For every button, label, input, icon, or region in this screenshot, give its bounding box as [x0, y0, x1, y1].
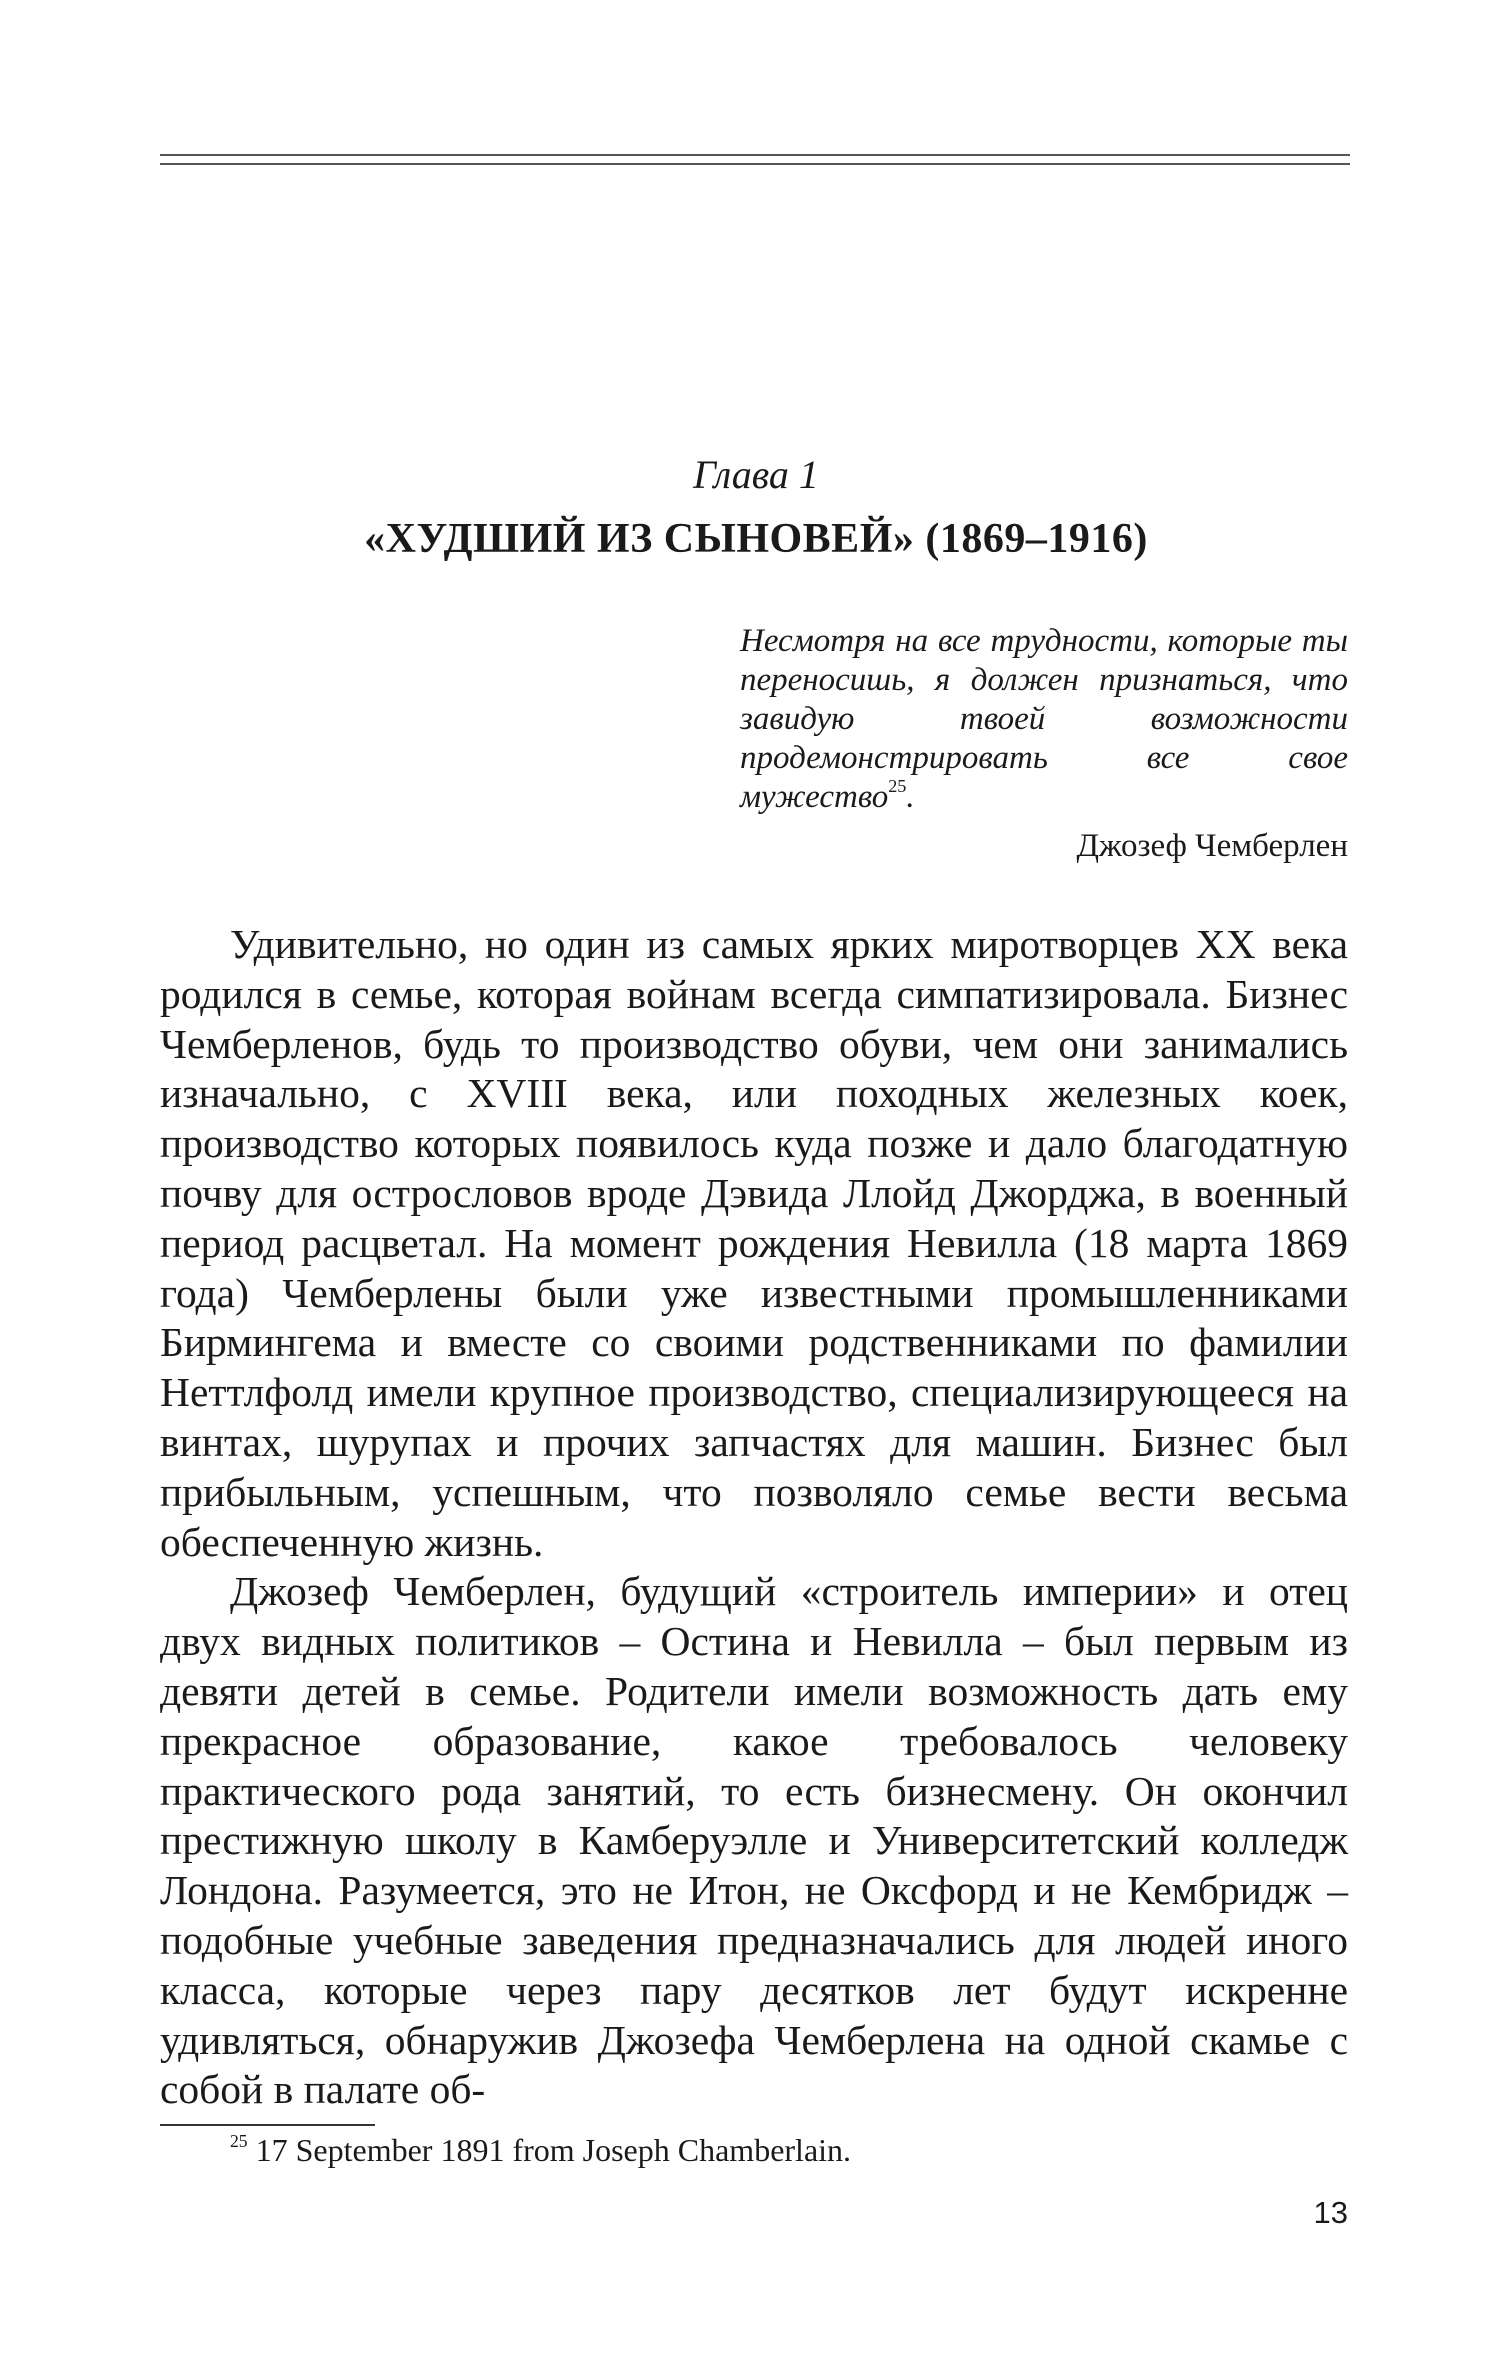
body-text	[160, 920, 1348, 2115]
epigraph	[740, 622, 1348, 866]
epigraph-quote	[740, 622, 1348, 817]
footnote-separator	[160, 2124, 375, 2126]
body-paragraph: Джозеф Чемберлен, будущий «строитель империи» и отец двух видных политиков – Остина и Невилла – был первым из девяти детей в семье. Родители имели возможность дать ему прекрасное образование, какое требовалось человеку практического рода занятий, то есть бизнесмену. Он окончил престижную школу в Камберуэлле и Университетский колледж Лондона. Разумеется, это не Итон, не Оксфорд и не Кембридж – подобные учебные заведения предназначались для людей иного класса, которые через пару десятков лет будут искренне удивляться, обнаружив Джозефа Чемберлена на одной скамье с собой в палате об-	[160, 1568, 1348, 2113]
page-number: 13	[1313, 2195, 1348, 2230]
chapter-title: «ХУДШИЙ ИЗ СЫНОВЕЙ» (1869–1916)	[364, 516, 1148, 562]
footnote-text: 17 September 1891 from Joseph Chamberlain.	[255, 2132, 852, 2168]
epigraph-author: Джозеф Чемберлен	[1076, 828, 1348, 864]
header-rule-upper	[160, 154, 1350, 156]
body-paragraph: Удивительно, но один из самых ярких миротворцев XX века родился в семье, которая войнам всегда симпатизировала. Бизнес Чемберленов, будь то производство обуви, чем они занимались изначально, с XVIII века, или походных железных коек, производство которых появилось куда позже и дало благодатную почву для острословов вроде Дэвида Ллойд Джорджа, в военный период расцветал. На момент рождения Невилла (18 марта 1869 года) Чемберлены были уже известными промышленниками Бирмингема и вместе со своими родственниками по фамилии Неттлфолд имели крупное производство, специализирующееся на винтах, шурупах и прочих запчастях для машин. Бизнес был прибыльным, успешным, что позволяло семье вести весьма обеспеченную жизнь.	[160, 921, 1348, 1565]
epigraph-quote-text: Несмотря на все трудности, которые ты переносишь, я должен признаться, что завидую твоей возможности продемонстрировать все свое мужество	[740, 623, 1348, 815]
epigraph-footnote-ref[interactable]: 25	[888, 776, 907, 797]
epigraph-quote-end: .	[906, 779, 915, 815]
footnote-number: 25	[230, 2130, 248, 2151]
footnote	[230, 2130, 851, 2170]
chapter-label: Глава 1	[693, 452, 819, 497]
header-rule-lower	[160, 163, 1350, 165]
